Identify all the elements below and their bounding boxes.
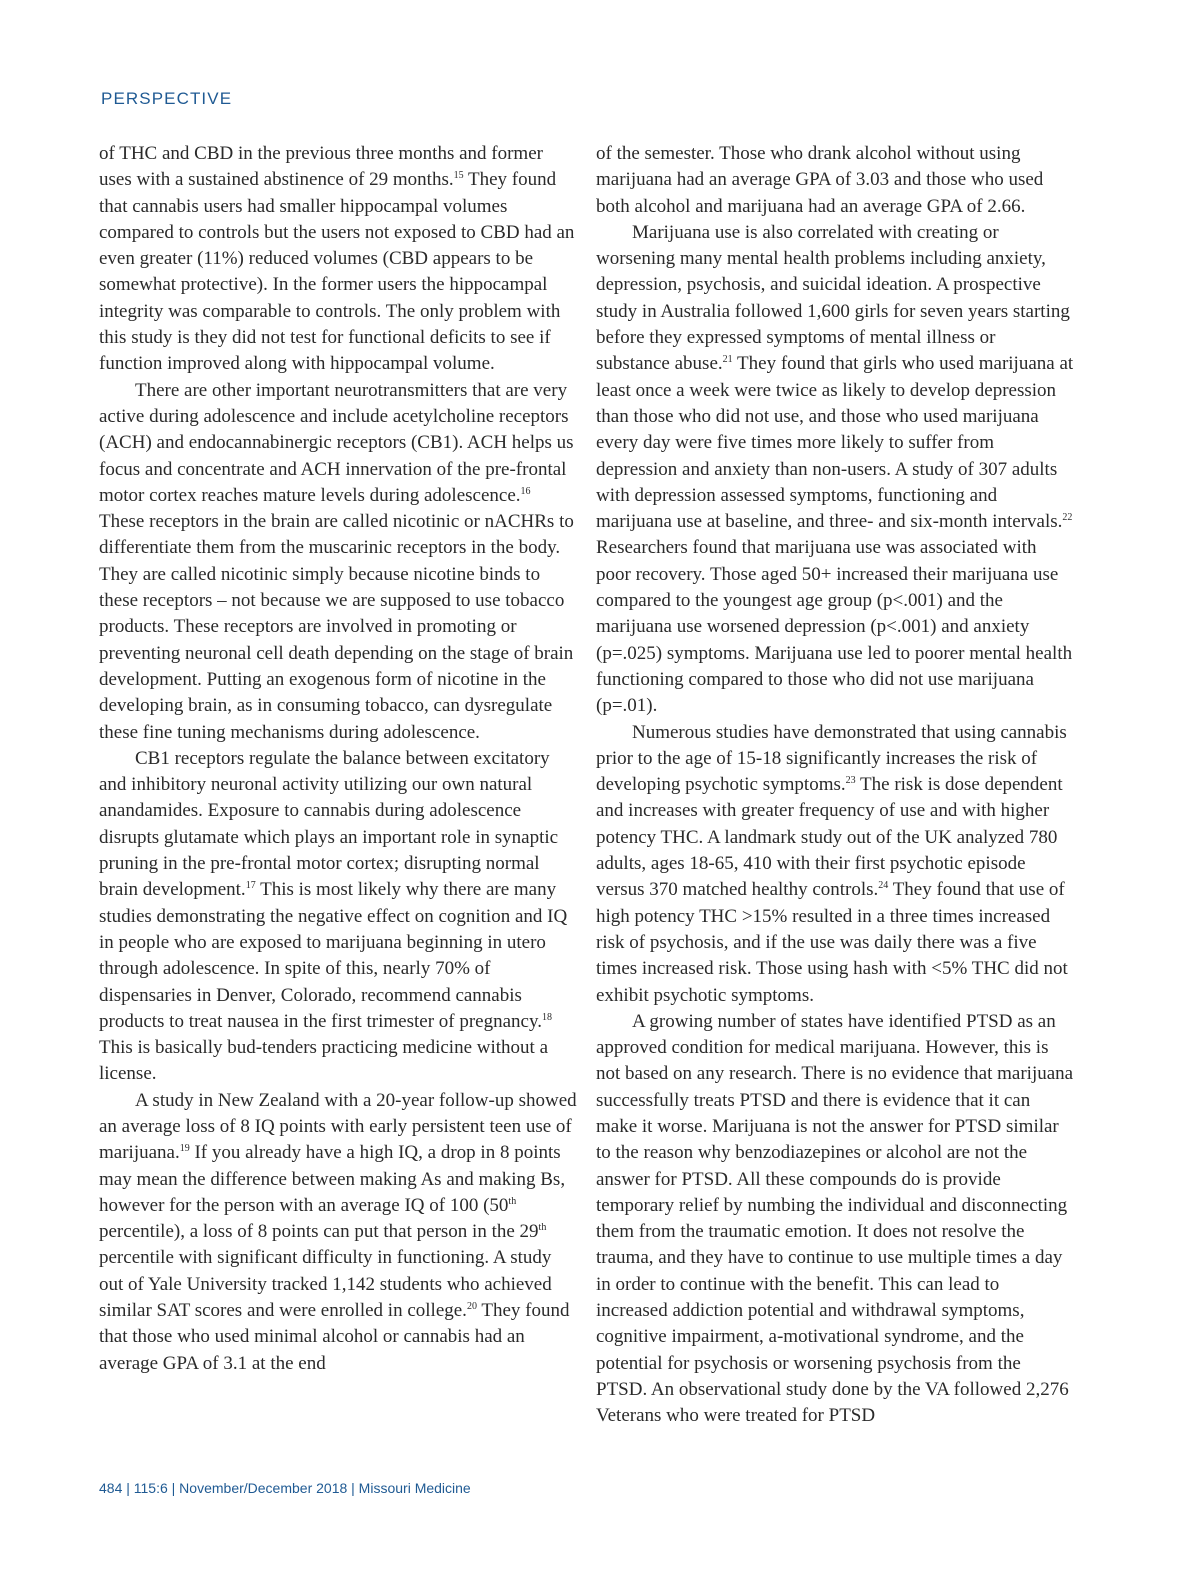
right-column xyxy=(596,141,1074,1430)
paragraph-text: of the semester. Those who drank alcohol without using marijuana had an average GPA of 3.03 and those who used both alcohol and marijuana had an average GPA of 2.66. xyxy=(596,143,1044,217)
citation-ref: 15 xyxy=(453,170,464,182)
citation-ref: 16 xyxy=(520,485,531,497)
section-label: PERSPECTIVE xyxy=(101,89,233,108)
paragraph-text: They found that cannabis users had smaller hippocampal volumes compared to controls but the users not exposed to CBD had an even greater (11%) reduced volumes (CBD appears to be somewhat protective). In the former users the hippocampal integrity was comparable to controls. The only problem with this study is they did not test for functional deficits to see if function improved along with hippocampal volume. xyxy=(99,169,575,375)
citation-ref: 19 xyxy=(179,1143,190,1155)
paragraph-text: They found that those who used minimal alcohol or cannabis had an average GPA of 3.1 at the end xyxy=(99,1300,570,1374)
paragraph-text: CB1 receptors regulate the balance between excitatory and inhibitory neuronal activity utilizing our own natural anandamides. Exposure to cannabis during adolescence disrupts glutamate which plays an important role in synaptic pruning in the pre-frontal motor cortex; disrupting normal brain development. xyxy=(99,747,559,901)
paragraph-text: Researchers found that marijuana use was associated with poor recovery. Those aged 50+ increased their marijuana use compared to the youngest age group (p<.001) and the marijuana use worsened depression (p<.001) and anxiety (p=.025) symptoms. Marijuana use led to poorer mental health functioning compared to those who did not use marijuana (p=.01). xyxy=(596,537,1073,717)
paragraph xyxy=(596,1009,1074,1430)
paragraph-text: A growing number of states have identified PTSD as an approved condition for medical marijuana. However, this is not based on any research. There is no evidence that marijuana successfully treats PTSD and there is evidence that it can make it worse. Marijuana is not the answer for PTSD similar to the reason why benzodiazepines or alcohol are not the answer for PTSD. All these compounds do is provide temporary relief by numbing the individual and disconnecting them from the traumatic emotion. It does not resolve the trauma, and they have to continue to use multiple times a day in order to continue with the benefit. This can lead to increased addiction potential and withdrawal symptoms, cognitive impairment, a-motivational syndrome, and the potential for psychosis or worsening psychosis from the PTSD. An observational study done by the VA followed 2,276 Veterans who were treated for PTSD xyxy=(596,1010,1074,1427)
paragraph-text: A study in New Zealand with a 20-year follow-up showed an average loss of 8 IQ points with early persistent teen use of marijuana. xyxy=(99,1089,577,1164)
citation-ref: 21 xyxy=(722,354,733,366)
left-column xyxy=(99,141,577,1377)
citation-ref: 17 xyxy=(245,880,256,892)
paragraph xyxy=(596,220,1074,720)
page-footer: 484 | 115:6 | November/December 2018 | Missouri Medicine xyxy=(99,1480,471,1496)
paragraph-text: These receptors in the brain are called nicotinic or nACHRs to differentiate them from the muscarinic receptors in the body. They are called nicotinic simply because nicotine binds to these receptors – not because we are supposed to use tobacco products. These receptors are involved in promoting or preventing neuronal cell death depending on the stage of brain development. Putting an exogenous form of nicotine in the developing brain, as in consuming tobacco, can dysregulate these fine tuning mechanisms during adolescence. xyxy=(99,511,574,743)
paragraph-text: There are other important neurotransmitters that are very active during adolescence and include acetylcholine receptors (ACH) and endocannabinergic receptors (CB1). ACH helps us focus and concentrate and ACH innervation of the pre-frontal motor cortex reaches mature levels during adolescence. xyxy=(99,379,574,506)
paragraph-text: If you already have a high IQ, a drop in 8 points may mean the difference between making As and making Bs, however for the person with an average IQ of 100 (50 xyxy=(99,1142,566,1216)
ordinal-suffix: th xyxy=(538,1222,547,1234)
paragraph xyxy=(99,746,577,1088)
paragraph xyxy=(99,1088,577,1377)
paragraph-text: This is basically bud-tenders practicing medicine without a license. xyxy=(99,1037,549,1085)
paragraph-text: of THC and CBD in the previous three months and former uses with a sustained abstinence of 29 months. xyxy=(99,143,543,191)
citation-ref: 20 xyxy=(466,1301,477,1313)
paragraph-text: percentile), a loss of 8 points can put that person in the 29 xyxy=(99,1221,539,1243)
citation-ref: 22 xyxy=(1062,512,1073,524)
paragraph-text: Numerous studies have demonstrated that using cannabis prior to the age of 15-18 significantly increases the risk of developing psychotic symptoms. xyxy=(596,721,1067,796)
paragraph-text: The risk is dose dependent and increases with greater frequency of use and with higher potency THC. A landmark study out of the UK analyzed 780 adults, ages 18-65, 410 with their first psychotic episode versus 370 matched healthy controls. xyxy=(596,774,1063,901)
paragraph-text: Marijuana use is also correlated with creating or worsening many mental health problems including anxiety, depression, psychosis, and suicidal ideation. A prospective study in Australia followed 1,600 girls for seven years starting before they expressed symptoms of mental illness or substance abuse. xyxy=(596,221,1070,375)
citation-ref: 23 xyxy=(845,775,856,787)
paragraph xyxy=(596,720,1074,1009)
paragraph xyxy=(99,378,577,746)
paragraph xyxy=(596,141,1074,220)
citation-ref: 24 xyxy=(878,880,889,892)
paragraph-text: percentile with significant difficulty in functioning. A study out of Yale University tracked 1,142 students who achieved similar SAT scores and were enrolled in college. xyxy=(99,1247,552,1322)
paragraph xyxy=(99,141,577,378)
citation-ref: 18 xyxy=(542,1011,553,1023)
paragraph-text: They found that use of high potency THC >15% resulted in a three times increased risk of psychosis, and if the use was daily there was a five times increased risk. Those using hash with <5% THC did not exhibit psychotic symptoms. xyxy=(596,879,1068,1006)
ordinal-suffix: th xyxy=(508,1195,517,1207)
paragraph-text: They found that girls who used marijuana at least once a week were twice as likely to develop depression than those who did not use, and those who used marijuana every day were five times more likely to suffer from depression and anxiety than non-users. A study of 307 adults with depression assessed symptoms, functioning and marijuana use at baseline, and three- and six-month intervals. xyxy=(596,353,1074,533)
paragraph-text: This is most likely why there are many studies demonstrating the negative effect on cognition and IQ in people who are exposed to marijuana beginning in utero through adolescence. In spite of this, nearly 70% of dispensaries in Denver, Colorado, recommend cannabis products to treat nausea in the first trimester of pregnancy. xyxy=(99,879,568,1032)
